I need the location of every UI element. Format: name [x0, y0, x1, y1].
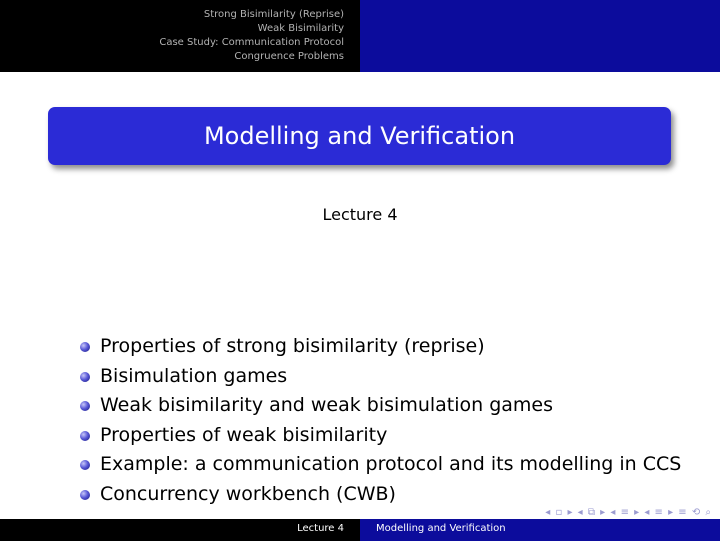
bullet-icon: [80, 460, 90, 470]
bullet-text: Properties of weak bisimilarity: [100, 423, 388, 446]
bullet-icon: [80, 401, 90, 411]
section-link-weak-bisimilarity[interactable]: Weak Bisimilarity: [257, 23, 344, 34]
bullet-text: Weak bisimilarity and weak bisimulation games: [100, 394, 554, 416]
header-bar: [0, 0, 720, 72]
bullet-text: Properties of strong bisimilarity (reprise): [100, 335, 485, 357]
list-item: [78, 362, 681, 392]
bullet-text: Bisimulation games: [100, 364, 288, 387]
bullet-text: Example: a communication protocol and its modelling in CCS: [100, 453, 682, 475]
bullet-text: Concurrency workbench (CWB): [100, 482, 396, 505]
bullet-icon: [80, 490, 90, 500]
header-blue-panel: [360, 0, 720, 72]
footer-left-panel: [0, 519, 360, 541]
section-link-case-study[interactable]: Case Study: Communication Protocol: [159, 37, 344, 48]
footer-title: Modelling and Verification: [376, 523, 506, 534]
footer-lecture: Lecture 4: [297, 523, 344, 534]
slide-title: Modelling and Verification: [203, 122, 516, 150]
bullet-icon: [80, 431, 90, 441]
list-item: [78, 332, 681, 362]
section-link-congruence-problems[interactable]: Congruence Problems: [234, 51, 344, 62]
bullet-icon: [80, 342, 90, 352]
footer-bar: [0, 519, 720, 541]
list-item: [78, 450, 681, 480]
bullet-list: [78, 332, 681, 509]
list-item: [78, 480, 681, 510]
bullet-icon: [80, 372, 90, 382]
slide-subtitle: Lecture 4: [322, 205, 398, 224]
header-section-nav: [0, 0, 360, 72]
footer-right-panel: [360, 519, 720, 541]
title-box: [48, 107, 671, 165]
list-item: [78, 421, 681, 451]
section-link-strong-bisimilarity[interactable]: Strong Bisimilarity (Reprise): [203, 9, 344, 20]
beamer-navigation-icons[interactable]: ◂ ▫ ▸ ◂ ⧉ ▸ ◂ ≡ ▸ ◂ ≡ ▸ ≡ ⟲ ⌕: [545, 507, 712, 518]
list-item: [78, 391, 681, 421]
section-nav-list: [159, 8, 344, 64]
